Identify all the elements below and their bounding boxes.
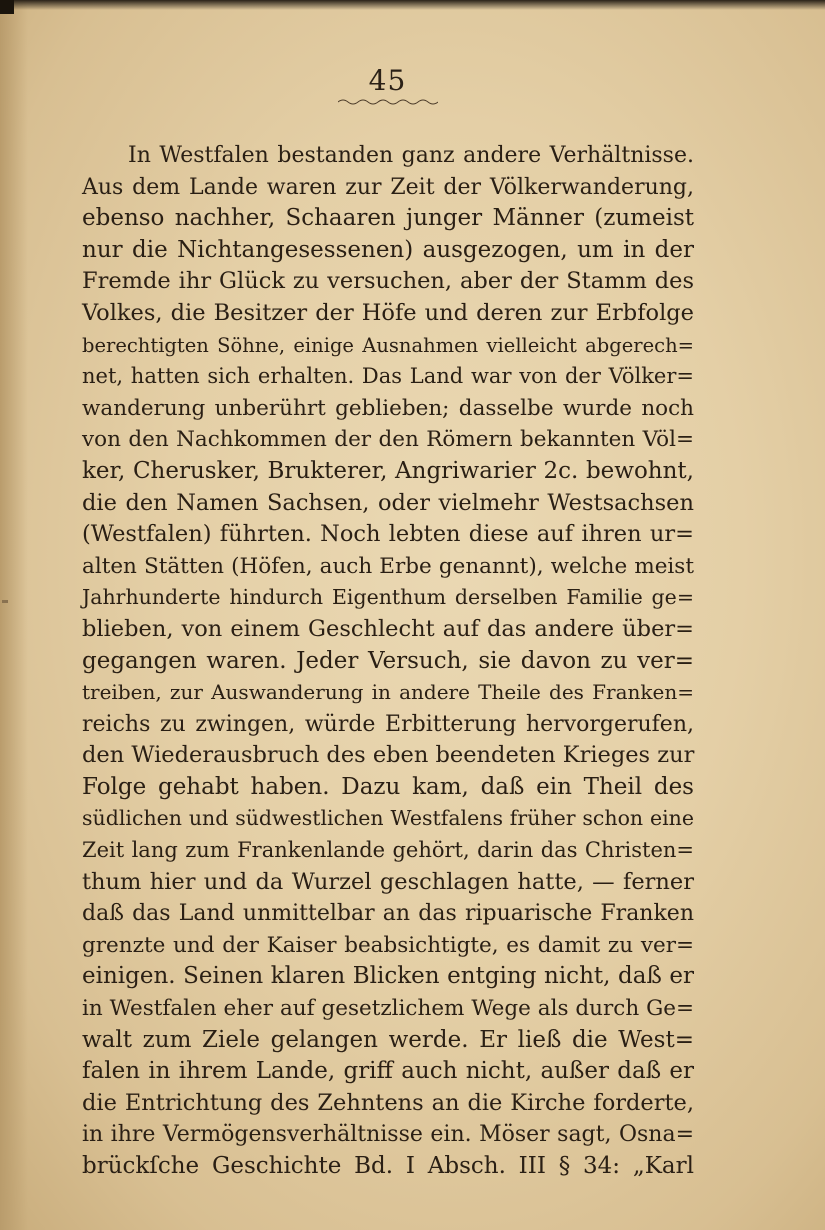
text-line: die den Namen Sachsen, oder vielmehr Westsachsen xyxy=(82,489,694,516)
scan-top-edge xyxy=(0,0,825,10)
text-line: von den Nachkommen der den Römern bekannten Völ= xyxy=(82,427,694,453)
text-line: brückſche Geschichte Bd. I Absch. III § 34: „Karl xyxy=(82,1153,694,1179)
text-line: grenzte und der Kaiser beabsichtigte, es damit zu ver= xyxy=(82,932,694,958)
text-line: berechtigten Söhne, einige Ausnahmen vielleicht abgerech= xyxy=(82,333,694,357)
text-line: blieben, von einem Geschlecht auf das andere über= xyxy=(82,615,694,642)
text-line: in ihre Vermögensverhältnisse ein. Möser sagt, Osna= xyxy=(82,1122,694,1148)
text-line: Fremde ihr Glück zu versuchen, aber der Stamm des xyxy=(82,268,694,295)
text-line: nur die Nichtangesessenen) ausgezogen, um in der xyxy=(82,236,694,263)
page-number-ornament xyxy=(338,98,438,106)
text-line: alten Stätten (Höfen, auch Erbe genannt), welche meist xyxy=(82,553,694,579)
scan-corner-mark xyxy=(0,0,14,14)
text-line: (Westfalen) führten. Noch lebten diese auf ihren ur= xyxy=(82,521,694,548)
text-line: ker, Cherusker, Brukterer, Angriwarier 2c. bewohnt, xyxy=(82,457,694,484)
text-line: Zeit lang zum Frankenlande gehört, darin das Christen= xyxy=(82,838,694,863)
text-line: Aus dem Lande waren zur Zeit der Völkerwanderung, xyxy=(82,174,694,200)
text-line: thum hier und da Wurzel geschlagen hatte, — ferner xyxy=(82,868,694,895)
text-line: Jahrhunderte hindurch Eigenthum derselben Familie ge= xyxy=(82,585,694,610)
body-text xyxy=(82,140,694,1183)
text-line: daß das Land unmittelbar an das ripuarische Franken xyxy=(82,901,694,927)
text-line: südlichen und südwestlichen Westfalens früher schon eine xyxy=(82,806,694,831)
text-line: wanderung unberührt geblieben; dasselbe wurde noch xyxy=(82,395,694,421)
text-line: Volkes, die Besitzer der Höfe und deren zur Erbfolge xyxy=(82,299,694,326)
text-line: falen in ihrem Lande, griff auch nicht, außer daß er xyxy=(82,1058,694,1085)
text-line: ebenso nachher, Schaaren junger Männer (zumeist xyxy=(82,205,694,232)
text-line: treiben, zur Auswanderung in andere Theile des Franken= xyxy=(82,680,694,705)
binding-shadow xyxy=(0,0,28,1230)
text-line: den Wiederausbruch des eben beendeten Krieges zur xyxy=(82,742,695,769)
text-line: einigen. Seinen klaren Blicken entging nicht, daß er xyxy=(82,963,694,990)
text-line: in Westfalen eher auf gesetzlichem Wege als durch Ge= xyxy=(82,996,694,1022)
text-line: walt zum Ziele gelangen werde. Er ließ die West= xyxy=(82,1026,694,1053)
text-line: In Westfalen bestanden ganz andere Verhältnisse. xyxy=(128,143,694,168)
text-line: reichs zu zwingen, würde Erbitterung hervorgerufen, xyxy=(82,711,694,737)
text-line: Folge gehabt haben. Dazu kam, daß ein Theil des xyxy=(82,773,694,800)
page-number: 45 xyxy=(368,64,407,97)
text-line: die Entrichtung des Zehntens an die Kirche forderte, xyxy=(82,1089,694,1116)
text-line: gegangen waren. Jeder Versuch, sie davon zu ver= xyxy=(82,647,694,674)
margin-smudge xyxy=(2,600,8,603)
text-line: net, hatten sich erhalten. Das Land war von der Völker= xyxy=(82,364,694,389)
